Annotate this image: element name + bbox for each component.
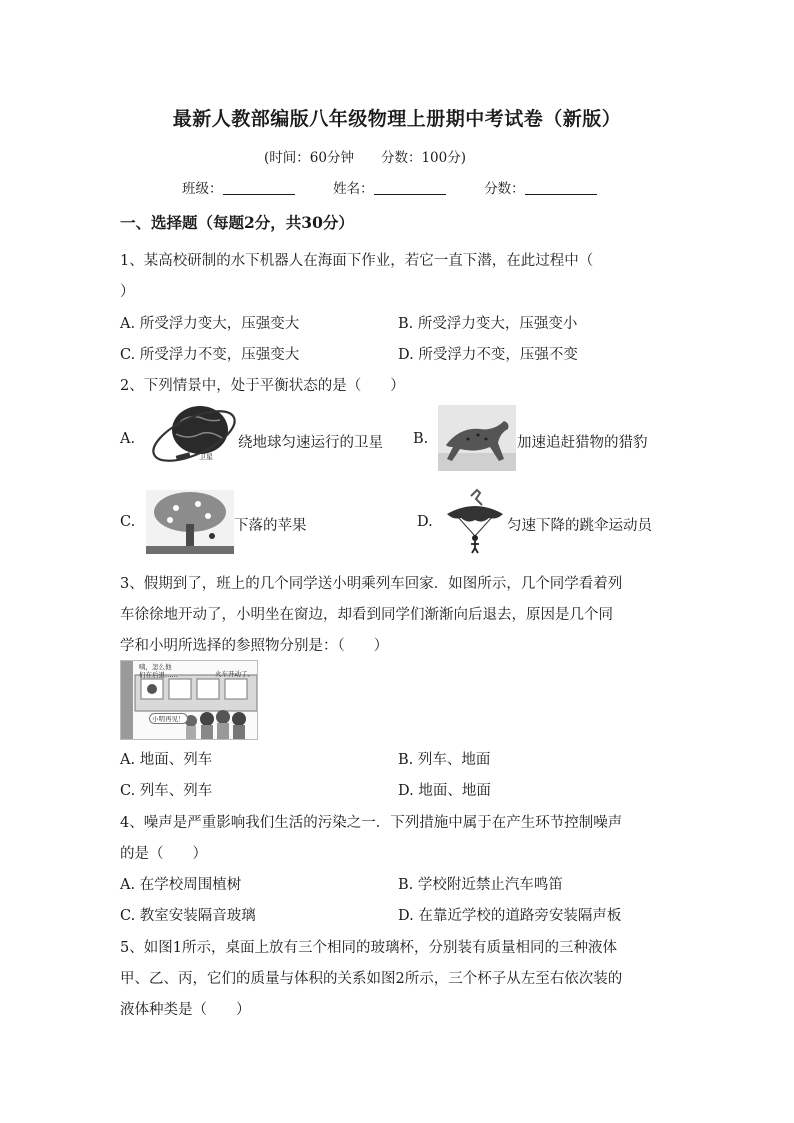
q4-option-c[interactable]: C. 教室安装隔音玻璃 [120,908,256,924]
score-blank[interactable] [525,180,597,195]
parachutist-image [443,488,507,554]
q1-option-a[interactable]: A. 所受浮力变大，压强变大 [120,316,300,332]
q2-option-c-text: 下落的苹果 [234,518,307,534]
name-label: 姓名： [333,181,374,197]
q2-option-a-letter[interactable]: A. [120,431,136,447]
q2-stem: 2、下列情景中，处于平衡状态的是（ ） [120,378,405,394]
cheetah-image [438,405,516,471]
q2-option-b-text: 加速追赶猎物的猎豹 [517,435,648,451]
q2-option-d-letter[interactable]: D. [417,514,433,530]
train-bubble-1 [139,663,178,679]
q5-stem-line2: 甲、乙、丙，它们的质量与体积的关系如图2所示，三个杯子从左至右依次装的 [120,971,623,987]
train-farewell-image [120,660,258,740]
q1-stem-end: ） [120,284,135,300]
q1-option-c[interactable]: C. 所受浮力不变，压强变大 [120,347,300,363]
q1-option-d[interactable]: D. 所受浮力不变，压强不变 [398,347,578,363]
q4-option-b[interactable]: B. 学校附近禁止汽车鸣笛 [398,877,563,893]
q2-option-b-letter[interactable]: B. [413,431,429,447]
q1-stem: 1、某高校研制的水下机器人在海面下作业，若它一直下潜，在此过程中（ [120,253,594,269]
exam-time-info: (时间：60分钟 分数：100分) [264,150,466,166]
q3-option-d[interactable]: D. 地面、地面 [398,783,491,799]
class-label: 班级： [182,181,223,197]
q4-option-a[interactable]: A. 在学校周围植树 [120,877,242,893]
class-blank[interactable] [223,180,295,195]
apple-tree-image [146,490,234,554]
page-title: 最新人教部编版八年级物理上册期中考试卷（新版） [172,108,622,130]
q2-option-a-text: 绕地球匀速运行的卫星 [238,435,383,451]
q2-option-c-letter[interactable]: C. [120,514,136,530]
q4-stem-line1: 4、噪声是严重影响我们生活的污染之一．下列措施中属于在产生环节控制噪声 [120,815,623,831]
q3-stem-line2: 车徐徐地开动了，小明坐在窗边，却看到同学们渐渐向后退去，原因是几个同 [120,607,613,623]
q2-option-d-text: 匀速下降的跳伞运动员 [507,518,652,534]
q3-stem-line3: 学和小明所选择的参照物分别是：（ ） [120,638,389,654]
score-label: 分数： [484,181,525,197]
train-bubble-2: 火车开动了。 [215,670,254,678]
train-bubble-1-line2: 们在后退…… [139,671,178,679]
q5-stem-line3: 液体种类是（ ） [120,1002,251,1018]
q3-option-b[interactable]: B. 列车、地面 [398,752,491,768]
q3-option-c[interactable]: C. 列车、列车 [120,783,213,799]
q4-stem-line2: 的是（ ） [120,846,207,862]
q1-option-b[interactable]: B. 所受浮力变大，压强变小 [398,316,578,332]
student-info-row [182,177,597,197]
q5-stem-line1: 5、如图1所示，桌面上放有三个相同的玻璃杯，分别装有质量相同的三种液体 [120,940,617,956]
train-bubble-3: 小明再见！ [149,713,188,724]
q4-option-d[interactable]: D. 在靠近学校的道路旁安装隔声板 [398,908,622,924]
satellite-label: 卫星 [199,453,213,461]
train-bubble-1-line1: 咦，怎么他 [139,663,172,671]
section-heading: 一、选择题（每题2分，共30分） [120,213,354,232]
q3-stem-line1: 3、假期到了，班上的几个同学送小明乘列车回家．如图所示，几个同学看着列 [120,576,623,592]
q3-option-a[interactable]: A. 地面、列车 [120,752,213,768]
satellite-orbit-image [146,402,238,468]
name-blank[interactable] [374,180,446,195]
